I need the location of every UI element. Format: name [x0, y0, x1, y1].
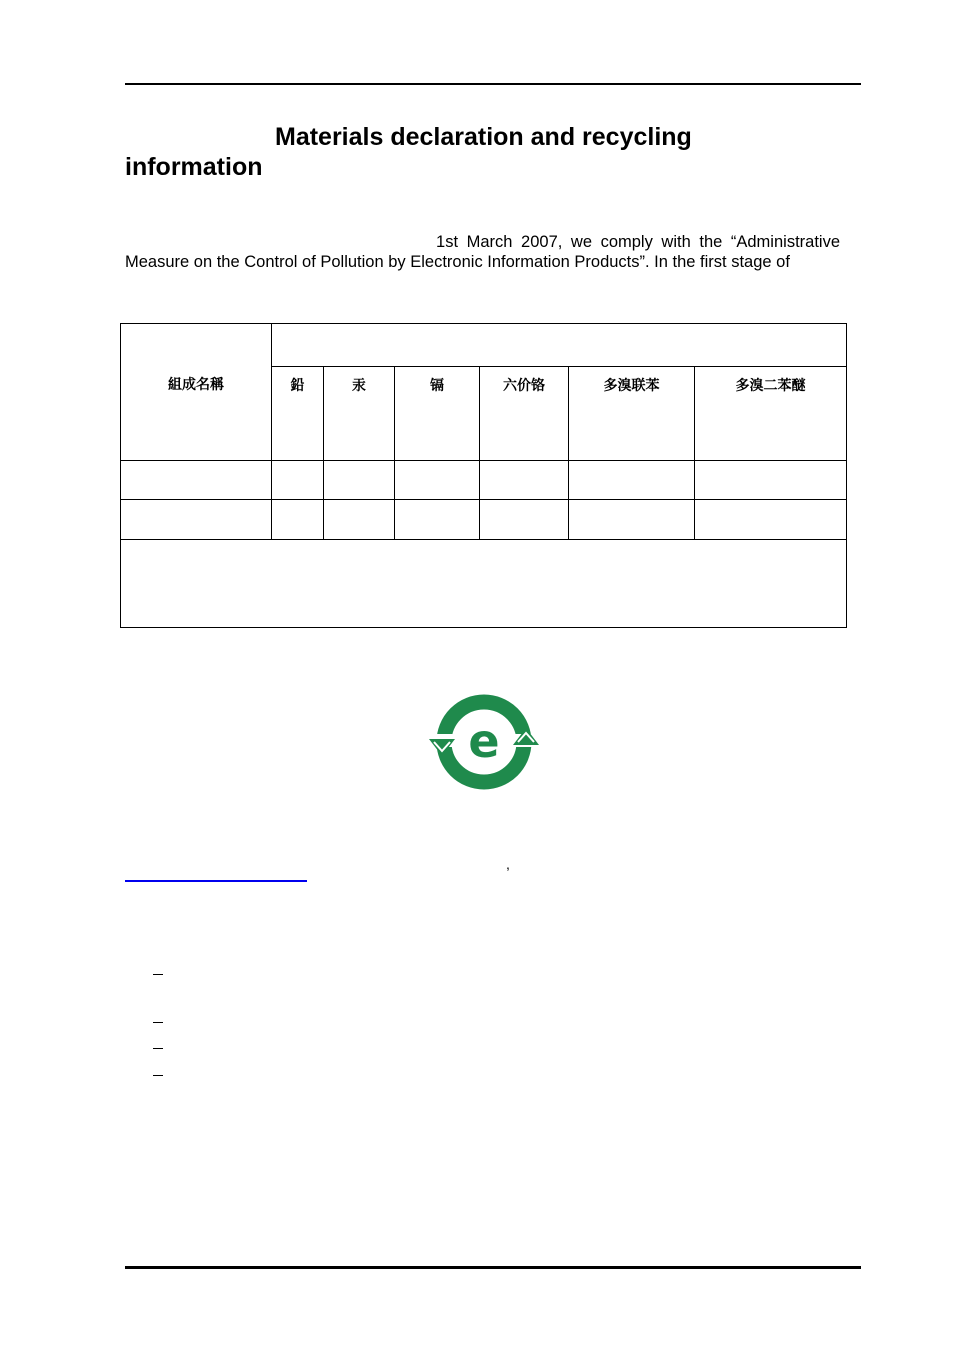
table-cell [324, 500, 395, 540]
header-pbde: 多溴二苯醚 [695, 367, 847, 461]
table-cell [395, 500, 480, 540]
table-cell [121, 461, 272, 500]
table-row [121, 461, 847, 500]
table-cell [480, 500, 569, 540]
hazardous-substances-table [120, 323, 847, 628]
table-row [121, 500, 847, 540]
table-cell [480, 461, 569, 500]
table-notes-row [121, 540, 847, 628]
china-rohs-e-recycle-icon [425, 690, 543, 794]
header-rule [125, 83, 861, 85]
stray-comma: , [506, 856, 510, 872]
table-notes-cell [121, 540, 847, 628]
table-cell [695, 461, 847, 500]
website-link[interactable] [125, 880, 307, 882]
header-hexavalent-chromium: 六价铬 [480, 367, 569, 461]
list-item-dash [153, 1075, 163, 1076]
header-mercury: 汞 [324, 367, 395, 461]
component-name-header: 組成名稱 [121, 324, 272, 461]
table-cell [272, 461, 324, 500]
list-item-dash [153, 974, 163, 975]
page-title-line1: Materials declaration and recycling [275, 123, 692, 151]
list-item-dash [153, 1022, 163, 1023]
table-cell [272, 500, 324, 540]
table-cell [324, 461, 395, 500]
footer-rule [125, 1266, 861, 1269]
substances-group-header [272, 324, 847, 367]
table-cell [569, 461, 695, 500]
table-cell [569, 500, 695, 540]
table-cell [695, 500, 847, 540]
intro-paragraph-line2: Measure on the Control of Pollution by Electronic Information Products”. In the first stage of [125, 253, 790, 271]
header-lead: 鉛 [272, 367, 324, 461]
table-cell [121, 500, 272, 540]
list-item-dash [153, 1048, 163, 1049]
header-pbb: 多溴联苯 [569, 367, 695, 461]
page-title-line2: information [125, 153, 263, 181]
table-cell [395, 461, 480, 500]
svg-text:e: e [468, 714, 500, 768]
header-cadmium: 镉 [395, 367, 480, 461]
intro-paragraph-line1: 1st March 2007, we comply with the “Administrative [436, 233, 840, 251]
